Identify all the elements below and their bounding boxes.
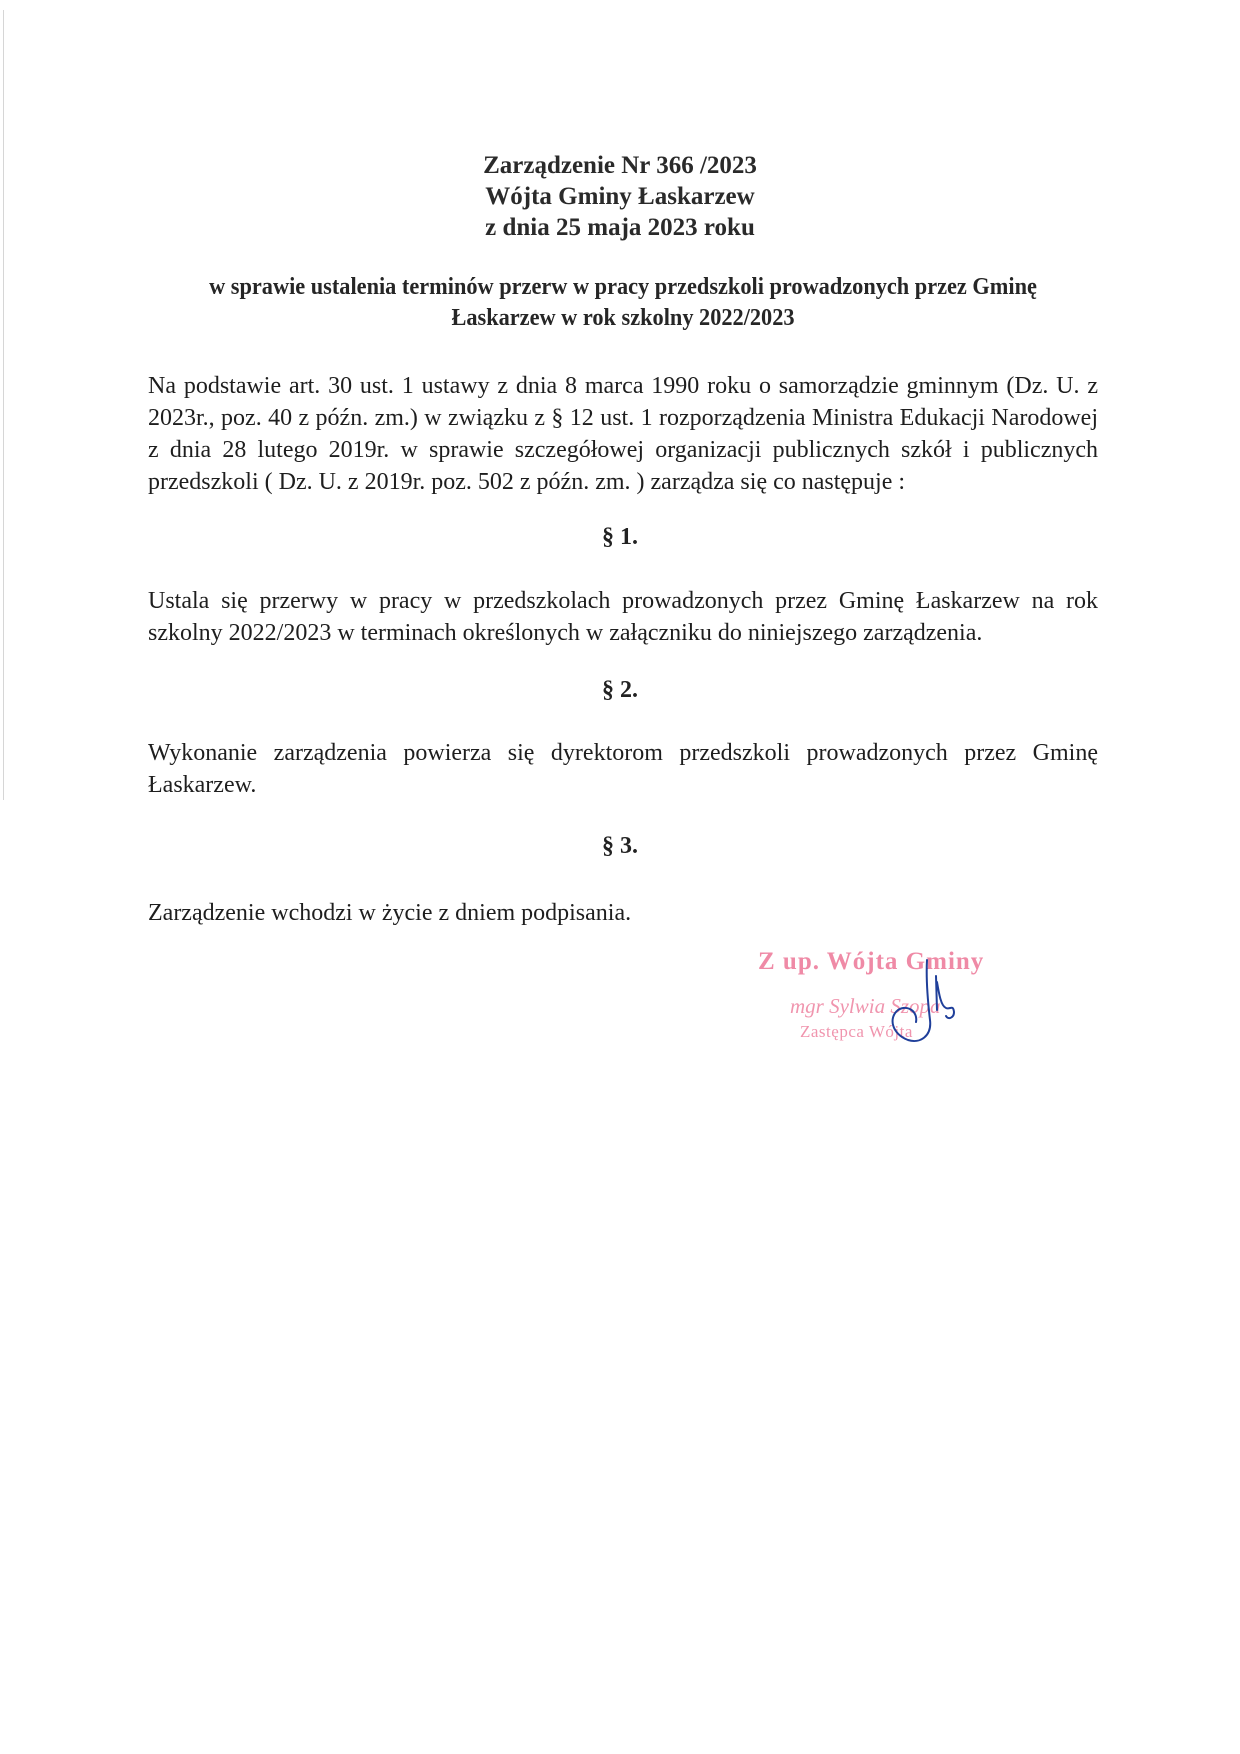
stamp-line-name: mgr Sylwia Szopa <box>790 994 941 1018</box>
section-text-1: Ustala się przerwy w pracy w przedszkolach prowadzonych przez Gminę Łaskarzew na rok szkolny 2022/2023 w terminach określonych w załączniku do niniejszego zarządzenia. <box>148 588 1098 646</box>
stamp-line-position: Zastępca Wójta <box>800 1022 913 1041</box>
title-line-date: z dnia 25 maja 2023 roku <box>485 214 755 241</box>
section-text-3: Zarządzenie wchodzi w życie z dniem podpisania. <box>148 900 632 926</box>
preamble-paragraph: Na podstawie art. 30 ust. 1 ustawy z dnia 8 marca 1990 roku o samorządzie gminnym (Dz. U. z 2023r., poz. 40 z późn. zm.) w związku z § 12 ust. 1 rozporządzenia Ministra Edukacji Narodowej z dnia 28 lutego 2019r. w sprawie szczegółowej organizacji publicznych szkół i publicznych przedszkoli ( Dz. U. z 2019r. poz. 502 z późn. zm. ) zarządza się co następuje : <box>148 373 1098 495</box>
section-heading-1: § 1. <box>602 524 638 550</box>
document-title <box>0 150 1240 243</box>
stamp-line-authority: Z up. Wójta Gminy <box>758 948 985 975</box>
document-subject <box>181 272 1065 334</box>
title-line-issuer: Wójta Gminy Łaskarzew <box>485 183 755 210</box>
subject-line: Łaskarzew w rok szkolny 2022/2023 <box>451 305 795 331</box>
handwritten-signature-icon <box>740 948 1060 1058</box>
subject-line: w sprawie ustalenia terminów przerw w pracy przedszkoli prowadzonych przez Gminę <box>209 274 1037 300</box>
section-heading-2: § 2. <box>602 677 638 703</box>
section-text-2: Wykonanie zarządzenia powierza się dyrektorom przedszkoli prowadzonych przez Gminę Łaskarzew. <box>148 740 1098 798</box>
section-heading-3: § 3. <box>602 833 638 859</box>
official-stamp <box>740 948 1060 1058</box>
title-line-ordinance-number: Zarządzenie Nr 366 /2023 <box>483 152 757 179</box>
